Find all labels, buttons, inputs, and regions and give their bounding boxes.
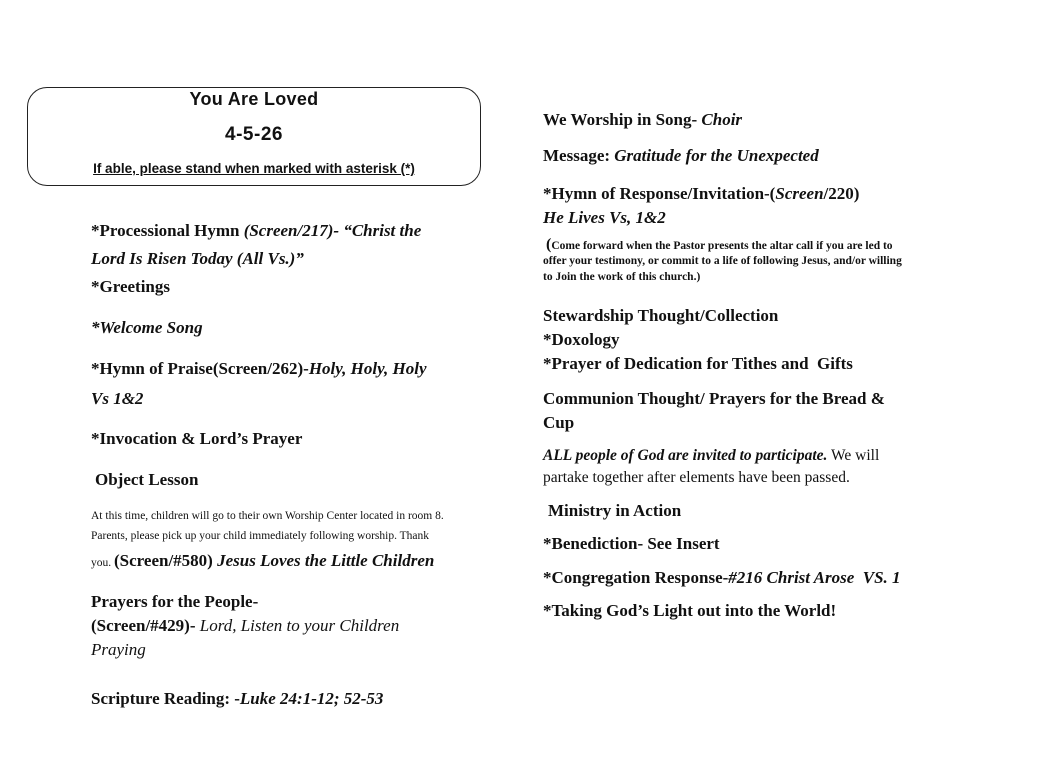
communion-thought-2: Cup [543, 413, 575, 432]
congregation-label: *Congregation Response- [543, 568, 729, 587]
children-note-1: At this time, children will go to their own Worship Center located in room 8. [91, 510, 444, 522]
communion-note-2: partake together after elements have been passed. [543, 469, 850, 486]
hymn-response-screen: Screen [775, 184, 824, 203]
processional-title-1: “Christ the [343, 221, 422, 240]
scripture-ref: Luke 24:1-12; 52-53 [239, 689, 384, 708]
hymn-response-song: He Lives Vs, 1&2 [543, 208, 666, 227]
taking-gods-light: *Taking God’s Light out into the World! [543, 601, 837, 620]
invitation-note-2: offer your testimony, or commit to a life of following Jesus, and/or willing [543, 255, 902, 267]
message-title: Gratitude for the Unexpected [614, 146, 819, 165]
prayer-of-dedication: *Prayer of Dedication for Tithes and Gifts [543, 354, 853, 373]
scripture-label: Scripture Reading: - [91, 689, 240, 708]
bulletin-header-box [27, 87, 481, 186]
hymn-of-praise-label: *Hymn of Praise(Screen/262)- [91, 359, 309, 378]
greetings: *Greetings [91, 277, 171, 296]
processional-ref: (Screen/217)- [243, 221, 344, 240]
communion-note-1 [543, 447, 879, 465]
prayers-for-people: Prayers for the People- [91, 592, 259, 611]
message [543, 146, 819, 166]
invocation: *Invocation & Lord’s Prayer [91, 429, 303, 448]
children-song-title: Jesus Loves the Little Children [212, 551, 435, 570]
invitation-note-1 [546, 234, 893, 254]
children-song [91, 551, 434, 571]
communion-note-italic: ALL people of God are invited to participate. [543, 447, 828, 464]
processional-hymn [91, 221, 421, 241]
processional-title-2: Lord Is Risen Today (All Vs.)” [91, 249, 304, 268]
prayers-song-title: Lord, Listen to your Children [199, 616, 400, 635]
children-note-2: Parents, please pick up your child immediately following worship. Thank [91, 530, 430, 542]
object-lesson: Object Lesson [95, 470, 199, 489]
hymn-of-praise [91, 359, 427, 379]
we-worship-label: We Worship in Song- [543, 110, 702, 129]
stewardship: Stewardship Thought/Collection [543, 306, 779, 325]
scripture-reading [91, 689, 383, 709]
children-song-ref: (Screen/#580) [114, 551, 213, 570]
bulletin-title: You Are Loved [189, 89, 319, 109]
invitation-paren: ( [546, 236, 552, 253]
ministry-in-action: Ministry in Action [548, 501, 682, 520]
stand-instruction: If able, please stand when marked with asterisk (*) [93, 161, 415, 176]
hymn-response-num: /220) [823, 184, 860, 203]
bulletin-date: 4-5-26 [225, 124, 283, 145]
we-worship-in-song [543, 110, 742, 130]
prayers-song [91, 616, 399, 636]
processional-label: *Processional Hymn [91, 221, 244, 240]
hymn-of-praise-verses: Vs 1&2 [91, 389, 144, 408]
congregation-song: #216 Christ Arose VS. 1 [728, 568, 901, 587]
hymn-response-label: *Hymn of Response/Invitation-( [543, 184, 776, 203]
invitation-line-1: Come forward when the Pastor presents the altar call if you are led to [551, 240, 893, 252]
prayers-song-title-2: Praying [91, 640, 146, 659]
children-note-3: you. [91, 557, 114, 569]
welcome-song: *Welcome Song [91, 318, 203, 337]
congregation-response [543, 568, 901, 588]
invitation-note-3: to Join the work of this church.) [543, 271, 701, 283]
benediction: *Benediction- See Insert [543, 534, 720, 553]
hymn-of-response [543, 184, 859, 204]
communion-note-rest: We will [827, 447, 880, 464]
we-worship-by: Choir [701, 110, 743, 129]
message-label: Message: [543, 146, 615, 165]
hymn-of-praise-title: Holy, Holy, Holy [308, 359, 427, 378]
doxology: *Doxology [543, 330, 620, 349]
prayers-song-ref: (Screen/#429)- [91, 616, 200, 635]
communion-thought: Communion Thought/ Prayers for the Bread & [543, 389, 885, 408]
